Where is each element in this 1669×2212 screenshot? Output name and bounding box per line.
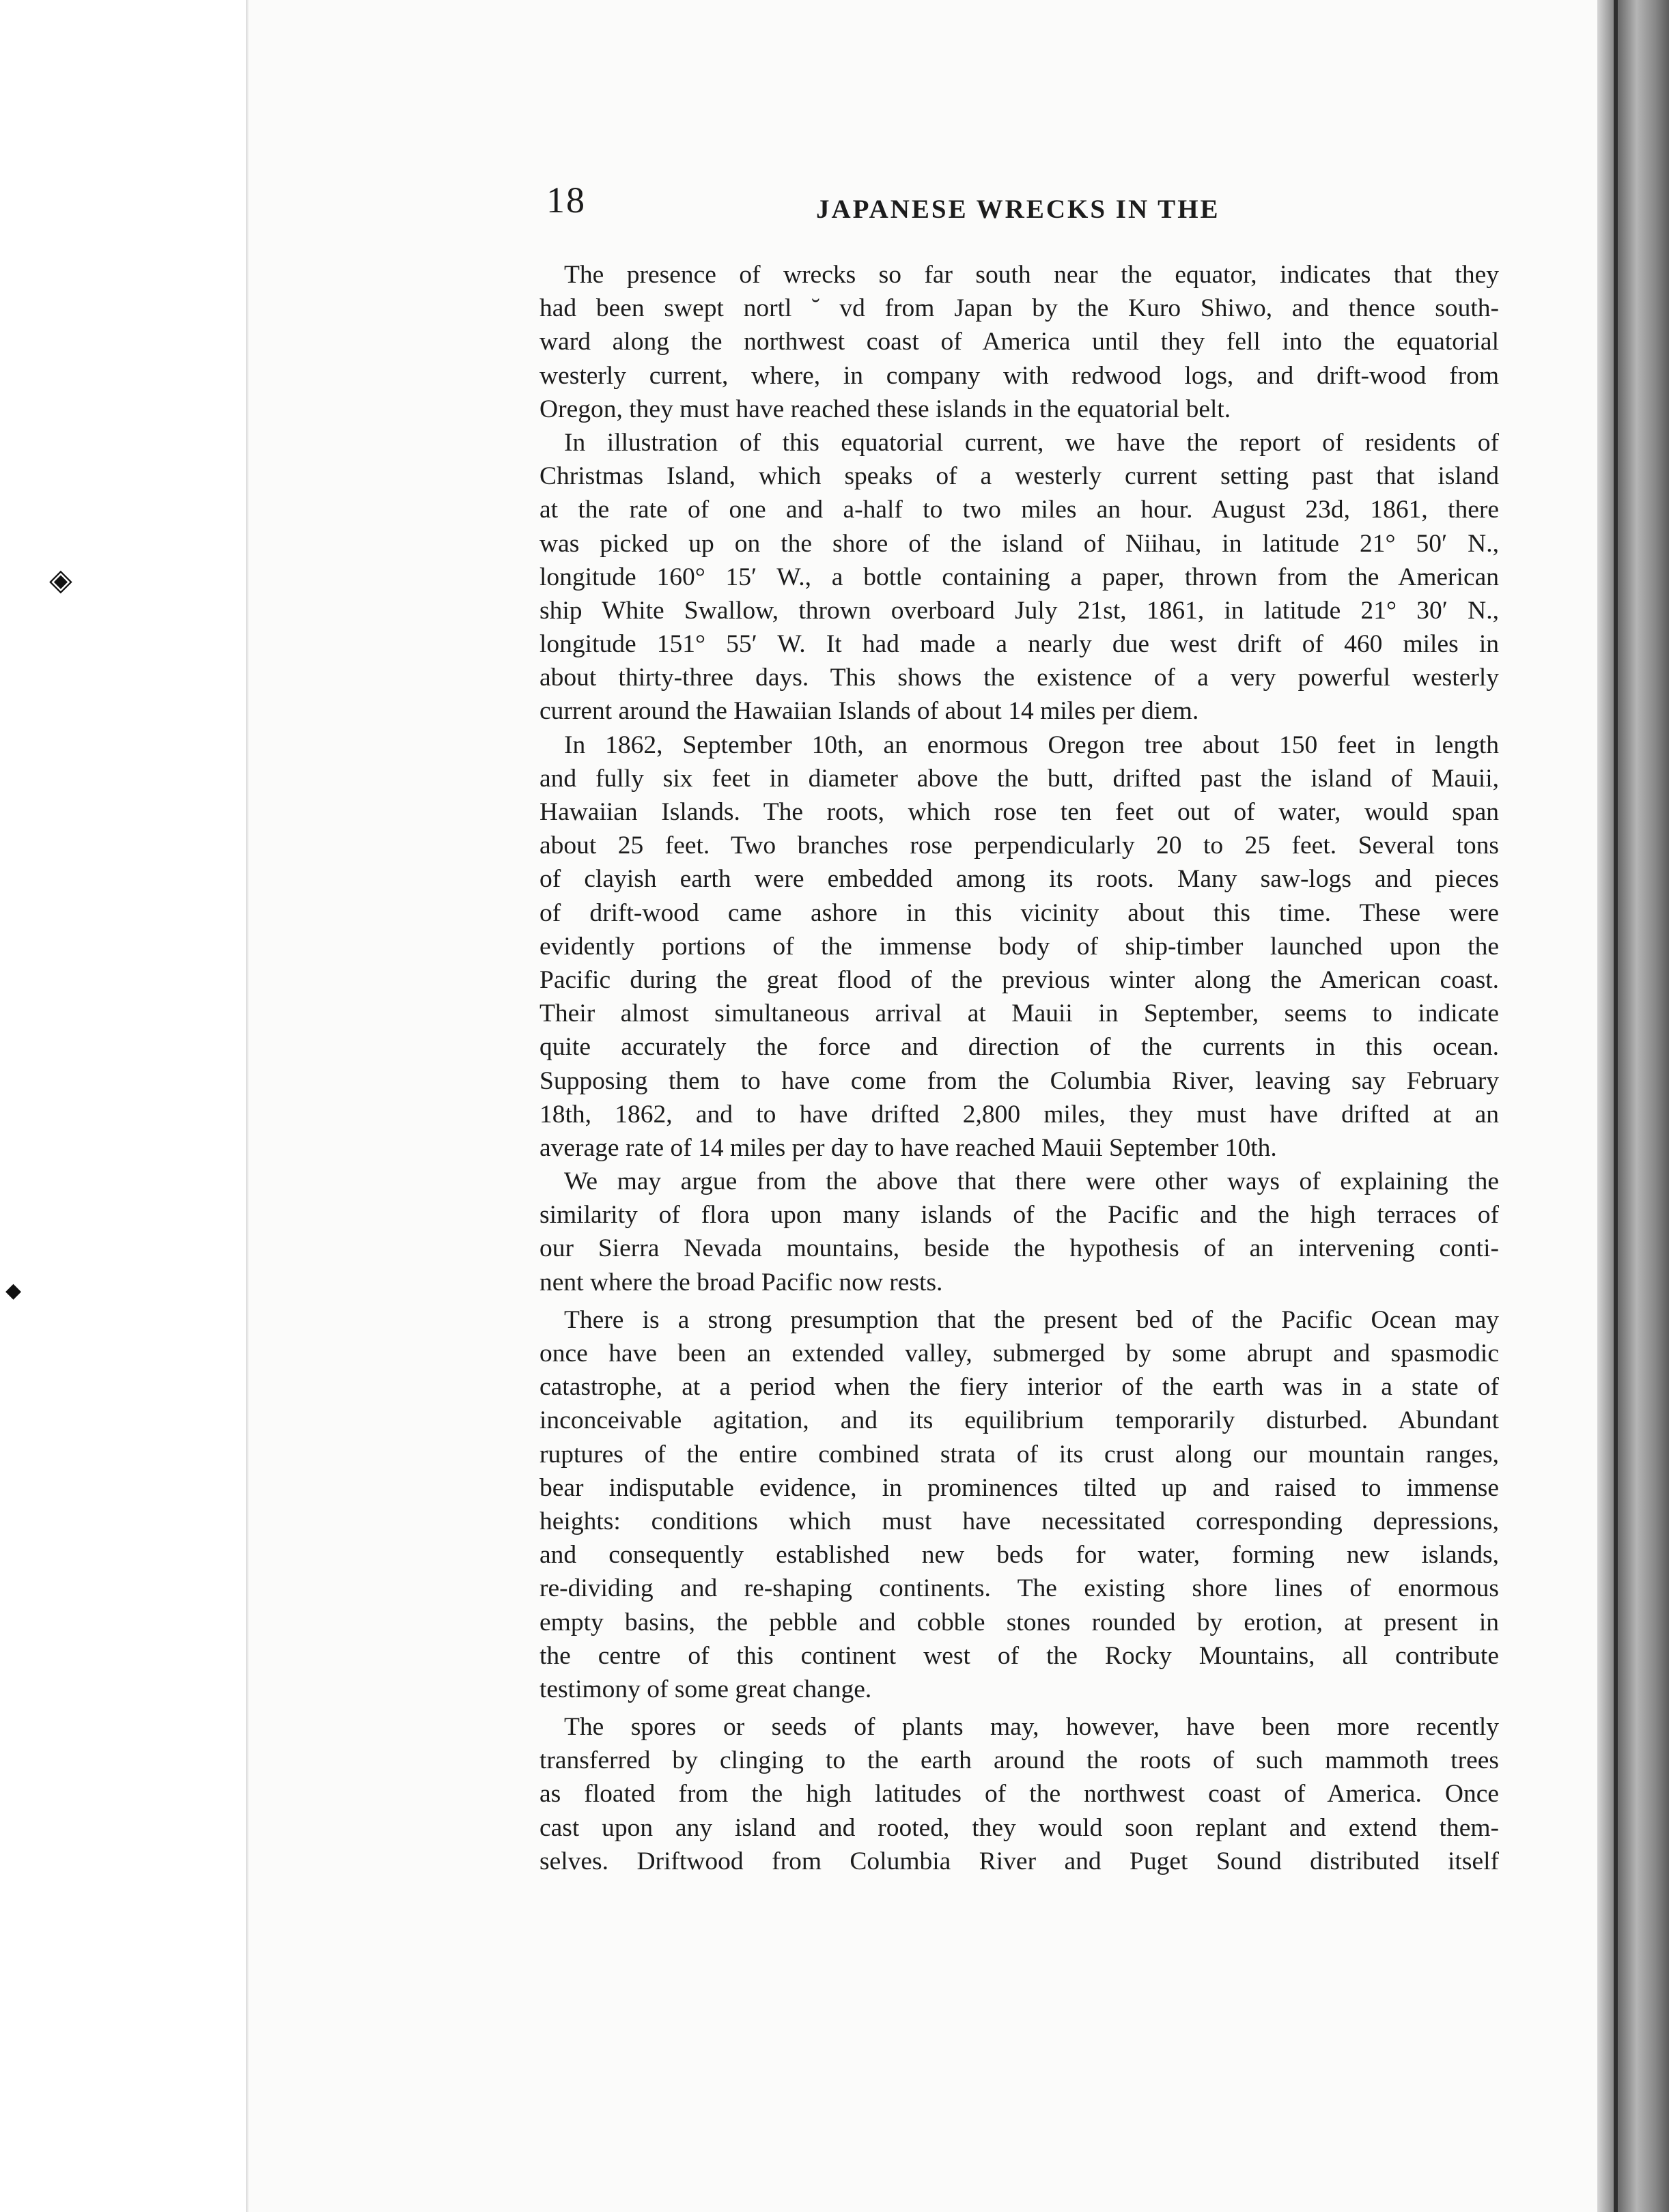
text-line: The presence of wrecks so far south near the equator, indicates that they <box>564 261 1499 289</box>
text-line: Pacific during the great flood of the previous winter along the American coast. <box>539 965 1499 994</box>
text-line: had been swept nortl ˘ vd from Japan by the Kuro Shiwo, and thence south- <box>539 294 1499 323</box>
running-title: JAPANESE WRECKS IN THE <box>816 195 1220 224</box>
text-line: current around the Hawaiian Islands of about 14 miles per diem. <box>539 697 1199 726</box>
text-line: similarity of flora upon many islands of the Pacific and the high terraces of <box>539 1201 1499 1230</box>
text-line: and fully six feet in diameter above the butt, drifted past the island of Mauii, <box>539 764 1499 793</box>
scan-artifact-upper: ◈ <box>49 563 72 597</box>
text-line: bear indisputable evidence, in prominences tilted up and raised to immense <box>539 1473 1499 1502</box>
text-line: 18th, 1862, and to have drifted 2,800 miles, they must have drifted at an <box>539 1100 1499 1129</box>
page-header <box>546 179 1516 233</box>
text-line: Oregon, they must have reached these islands in the equatorial belt. <box>539 395 1231 423</box>
text-line: The spores or seeds of plants may, however, have been more recently <box>564 1713 1499 1742</box>
text-line: selves. Driftwood from Columbia River and Puget Sound distributed itself <box>539 1847 1499 1875</box>
text-line: Their almost simultaneous arrival at Mauii in September, seems to indicate <box>539 999 1499 1028</box>
text-line: longitude 151° 55′ W. It had made a nearly due west drift of 460 miles in <box>539 630 1499 659</box>
text-line: nent where the broad Pacific now rests. <box>539 1268 943 1296</box>
text-line: at the rate of one and a-half to two miles an hour. August 23d, 1861, there <box>539 496 1499 524</box>
binding-line <box>1614 0 1618 2212</box>
text-line: the centre of this continent west of the Rocky Mountains, all contribute <box>539 1641 1499 1670</box>
binding-shadow <box>1597 0 1669 2212</box>
text-line: In illustration of this equatorial current, we have the report of residents of <box>564 428 1499 457</box>
text-line: westerly current, where, in company with redwood logs, and drift-wood from <box>539 361 1499 390</box>
text-line: In 1862, September 10th, an enormous Oregon tree about 150 feet in length <box>564 731 1499 759</box>
text-line: testimony of some great change. <box>539 1675 872 1703</box>
text-line: of clayish earth were embedded among its roots. Many saw-logs and pieces <box>539 865 1499 894</box>
text-line: catastrophe, at a period when the fiery interior of the earth was in a state of <box>539 1373 1499 1402</box>
text-line: Christmas Island, which speaks of a westerly current setting past that island <box>539 462 1499 491</box>
scan-artifact-lower: ◆ <box>5 1279 22 1302</box>
page-number: 18 <box>546 180 586 221</box>
text-line: Hawaiian Islands. The roots, which rose ten feet out of water, would span <box>539 798 1499 826</box>
text-line: about 25 feet. Two branches rose perpendicularly 20 to 25 feet. Several tons <box>539 832 1499 860</box>
text-line: There is a strong presumption that the present bed of the Pacific Ocean may <box>564 1305 1499 1334</box>
text-line: We may argue from the above that there were other ways of explaining the <box>564 1167 1499 1196</box>
text-line: ward along the northwest coast of America until they fell into the equatorial <box>539 328 1499 356</box>
text-line: quite accurately the force and direction of the currents in this ocean. <box>539 1033 1499 1062</box>
text-line: average rate of 14 miles per day to have reached Mauii September 10th. <box>539 1133 1277 1162</box>
text-line: was picked up on the shore of the island of Niihau, in latitude 21° 50′ N., <box>539 529 1499 558</box>
text-line: re-dividing and re-shaping continents. The existing shore lines of enormous <box>539 1574 1499 1603</box>
text-line: Supposing them to have come from the Columbia River, leaving say February <box>539 1066 1499 1095</box>
text-line: and consequently established new beds for water, forming new islands, <box>539 1541 1499 1570</box>
text-line: inconceivable agitation, and its equilibrium temporarily disturbed. Abundant <box>539 1406 1499 1435</box>
text-line: of drift-wood came ashore in this vicinity about this time. These were <box>539 898 1499 927</box>
body-text <box>539 258 1499 1878</box>
text-line: cast upon any island and rooted, they would soon replant and extend them- <box>539 1813 1499 1842</box>
text-line: heights: conditions which must have necessitated corresponding depressions, <box>539 1507 1499 1535</box>
text-line: our Sierra Nevada mountains, beside the hypothesis of an intervening conti- <box>539 1234 1499 1263</box>
text-line: evidently portions of the immense body of ship-timber launched upon the <box>539 932 1499 961</box>
text-line: as floated from the high latitudes of the northwest coast of America. Once <box>539 1780 1499 1809</box>
text-line: transferred by clinging to the earth around the roots of such mammoth trees <box>539 1746 1499 1775</box>
text-line: ruptures of the entire combined strata of its crust along our mountain ranges, <box>539 1440 1499 1469</box>
text-line: empty basins, the pebble and cobble stones rounded by erotion, at present in <box>539 1608 1499 1636</box>
text-line: ship White Swallow, thrown overboard July 21st, 1861, in latitude 21° 30′ N., <box>539 596 1499 625</box>
text-line: once have been an extended valley, submerged by some abrupt and spasmodic <box>539 1339 1499 1367</box>
text-line: longitude 160° 15′ W., a bottle containing a paper, thrown from the American <box>539 563 1499 591</box>
text-line: about thirty-three days. This shows the existence of a very powerful westerly <box>539 664 1499 692</box>
